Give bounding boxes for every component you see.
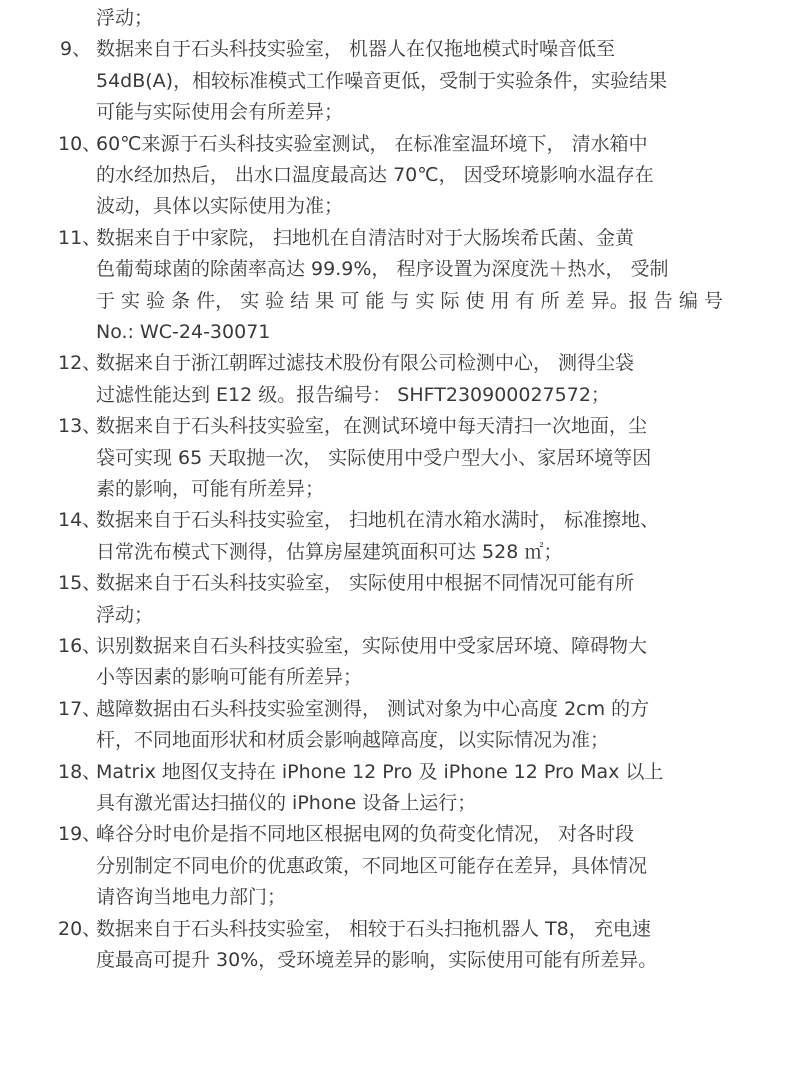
note-text-line: 数据来自于石头科技实验室， 实际使用中根据不同情况可能有所 — [96, 572, 635, 595]
note-number: 13、 — [58, 415, 102, 438]
note-text-line: 小等因素的影响可能有所差异； — [96, 666, 363, 689]
note-item — [0, 631, 801, 694]
note-number: 19、 — [58, 823, 102, 846]
note-text-line: 数据来自于石头科技实验室， 扫地机在清水箱水满时， 标准擦地、 — [96, 509, 660, 532]
note-number: 17、 — [58, 697, 102, 720]
note-text-line: 素的影响，可能有所差异； — [96, 477, 325, 500]
note-item — [0, 568, 801, 631]
note-text-line: 分别制定不同电价的优惠政策，不同地区可能存在差异，具体情况 — [96, 854, 648, 877]
note-item — [0, 694, 801, 757]
note-item — [0, 411, 801, 505]
note-text-line: 数据来自于石头科技实验室， 机器人在仅拖地模式时噪音低至 — [96, 38, 616, 61]
note-text-line: 峰谷分时电价是指不同地区根据电网的负荷变化情况， 对各时段 — [96, 823, 635, 846]
note-number: 10、 — [58, 132, 102, 155]
note-item — [0, 129, 801, 223]
note-item — [0, 34, 801, 128]
note-number: 11、 — [58, 226, 102, 249]
note-number: 9、 — [60, 38, 92, 61]
note-item — [0, 348, 801, 411]
note-item — [0, 819, 801, 913]
note-item — [0, 223, 801, 349]
note-number: 20、 — [58, 917, 102, 940]
note-text-line: 波动，具体以实际使用为准； — [96, 195, 344, 218]
note-text-line: 识别数据来自石头科技实验室，实际使用中受家居环境、障碍物大 — [96, 635, 648, 657]
note-text-line: 浮动； — [96, 7, 154, 29]
note-text-line: 具有激光雷达扫描仪的 iPhone 设备上运行； — [96, 791, 477, 814]
note-text-line: 日常洗布模式下测得，估算房屋建筑面积可达 528 ㎡； — [96, 540, 563, 563]
note-text-line: 数据来自于石头科技实验室，在测试环境中每天清扫一次地面，尘 — [96, 415, 648, 438]
note-text-line: 袋可实现 65 天取抛一次， 实际使用中受户型大小、家居环境等因 — [96, 446, 652, 469]
note-text-line: 的水经加热后， 出水口温度最高达 70℃， 因受环境影响水温存在 — [96, 163, 654, 186]
note-number: 18、 — [58, 760, 102, 783]
note-text-line: 可能与实际使用会有所差异； — [96, 101, 344, 124]
note-item — [0, 914, 801, 977]
note-number: 12、 — [58, 352, 102, 375]
note-item — [0, 3, 801, 34]
note-text-line: 于 实 验 条 件， 实 验 结 果 可 能 与 实 际 使 用 有 所 差 异。报 告 编 号 — [96, 289, 723, 312]
note-number: 15、 — [58, 572, 102, 595]
note-text-line: 色葡萄球菌的除菌率高达 99.9%， 程序设置为深度洗＋热水， 受制 — [96, 258, 669, 281]
note-text-line: 杆，不同地面形状和材质会影响越障高度，以实际情况为准； — [96, 729, 610, 752]
note-text-line: 浮动； — [96, 603, 154, 626]
note-number: 16、 — [58, 635, 102, 657]
note-text-line: 越障数据由石头科技实验室测得， 测试对象为中心高度 2cm 的方 — [96, 697, 650, 720]
note-text-line: 度最高可提升 30%，受环境差异的影响，实际使用可能有所差异。 — [96, 948, 658, 971]
note-text-line: 数据来自于石头科技实验室， 相较于石头扫拖机器人 T8， 充电速 — [96, 917, 651, 940]
note-number: 14、 — [58, 509, 102, 532]
note-text-line: 数据来自于中家院， 扫地机在自清洁时对于大肠埃希氏菌、金黄 — [96, 226, 635, 249]
note-text-line: Matrix 地图仅支持在 iPhone 12 Pro 及 iPhone 12 Pro Max 以上 — [96, 760, 664, 783]
note-text-line: No.: WC-24-30071 — [96, 320, 271, 343]
note-text-line: 请咨询当地电力部门； — [96, 886, 287, 909]
note-text-line: 60℃来源于石头科技实验室测试， 在标准室温环境下， 清水箱中 — [96, 132, 648, 155]
note-item — [0, 505, 801, 568]
note-text-line: 过滤性能达到 E12 级。报告编号： SHFT230900027572； — [96, 383, 610, 406]
note-text-line: 数据来自于浙江朝晖过滤技术股份有限公司检测中心， 测得尘袋 — [96, 352, 635, 375]
note-text-line: 54dB(A)，相较标准模式工作噪音更低，受制于实验条件，实验结果 — [96, 69, 668, 92]
note-item — [0, 757, 801, 820]
